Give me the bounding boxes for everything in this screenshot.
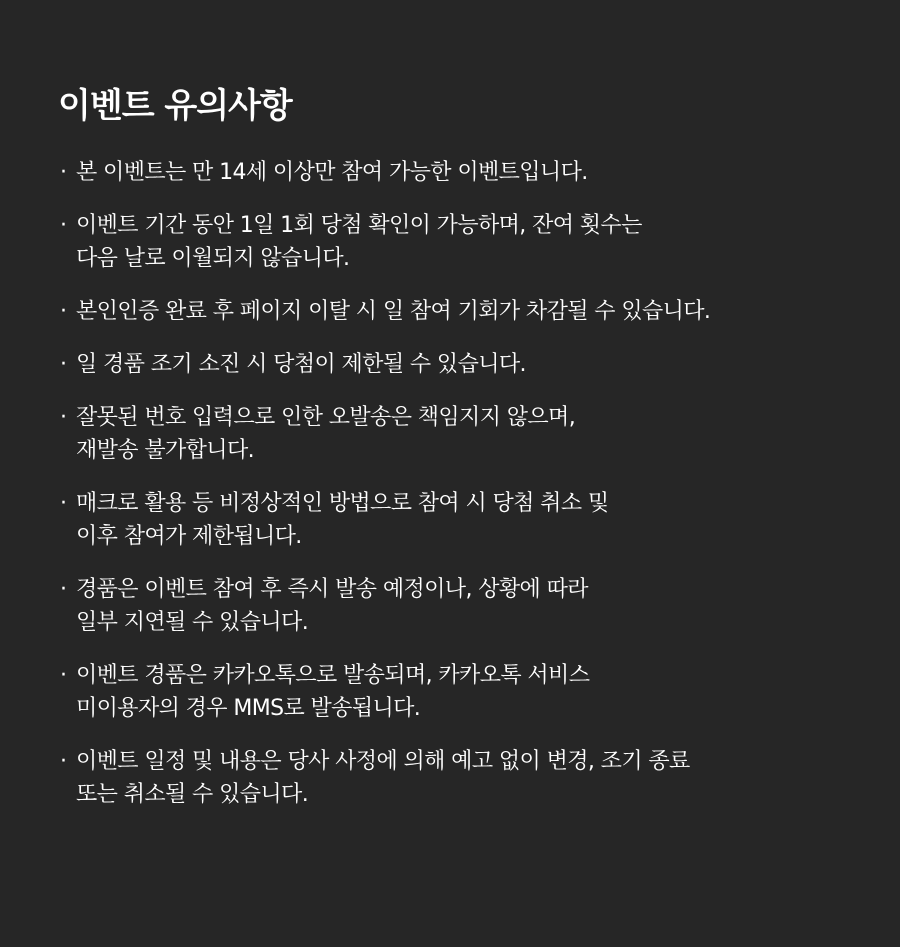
bullet: · bbox=[60, 299, 67, 324]
notice-line: 일부 지연될 수 있습니다. bbox=[76, 610, 309, 635]
notice-line: 이벤트 기간 동안 1일 1회 당첨 확인이 가능하며, 잔여 횟수는 bbox=[76, 213, 642, 238]
bullet: · bbox=[60, 491, 67, 516]
notice-item bbox=[58, 209, 900, 275]
notice-line: 일 경품 조기 소진 시 당첨이 제한될 수 있습니다. bbox=[76, 352, 526, 377]
bullet: · bbox=[60, 213, 67, 238]
notice-line: 또는 취소될 수 있습니다. bbox=[76, 782, 309, 807]
notice-item bbox=[58, 295, 900, 328]
notice-line: 미이용자의 경우 MMS로 발송됩니다. bbox=[76, 696, 421, 721]
bullet: · bbox=[60, 749, 67, 774]
bullet: · bbox=[60, 160, 67, 185]
notice-list bbox=[58, 156, 900, 811]
notice-item bbox=[58, 401, 900, 467]
notice-item bbox=[58, 745, 900, 811]
bullet: · bbox=[60, 405, 67, 430]
notice-item bbox=[58, 487, 900, 553]
notice-line: 다음 날로 이월되지 않습니다. bbox=[76, 246, 350, 271]
notice-line: 본인인증 완료 후 페이지 이탈 시 일 참여 기회가 차감될 수 있습니다. bbox=[76, 299, 711, 324]
notice-line: 재발송 불가합니다. bbox=[76, 438, 255, 463]
bullet: · bbox=[60, 577, 67, 602]
notice-line: 본 이벤트는 만 14세 이상만 참여 가능한 이벤트입니다. bbox=[76, 160, 588, 185]
notice-line: 매크로 활용 등 비정상적인 방법으로 참여 시 당첨 취소 및 bbox=[76, 491, 609, 516]
bullet: · bbox=[60, 352, 67, 377]
notice-line: 이벤트 일정 및 내용은 당사 사정에 의해 예고 없이 변경, 조기 종료 bbox=[76, 749, 690, 774]
bullet: · bbox=[60, 663, 67, 688]
notice-line: 경품은 이벤트 참여 후 즉시 발송 예정이나, 상황에 따라 bbox=[76, 577, 588, 602]
notice-item bbox=[58, 659, 900, 725]
notice-title: 이벤트 유의사항 bbox=[58, 86, 292, 126]
notice-line: 이벤트 경품은 카카오톡으로 발송되며, 카카오톡 서비스 bbox=[76, 663, 590, 688]
notice-item bbox=[58, 156, 900, 189]
notice-item bbox=[58, 348, 900, 381]
notice-line: 이후 참여가 제한됩니다. bbox=[76, 524, 302, 549]
notice-item bbox=[58, 573, 900, 639]
notice-line: 잘못된 번호 입력으로 인한 오발송은 책임지지 않으며, bbox=[76, 405, 576, 430]
